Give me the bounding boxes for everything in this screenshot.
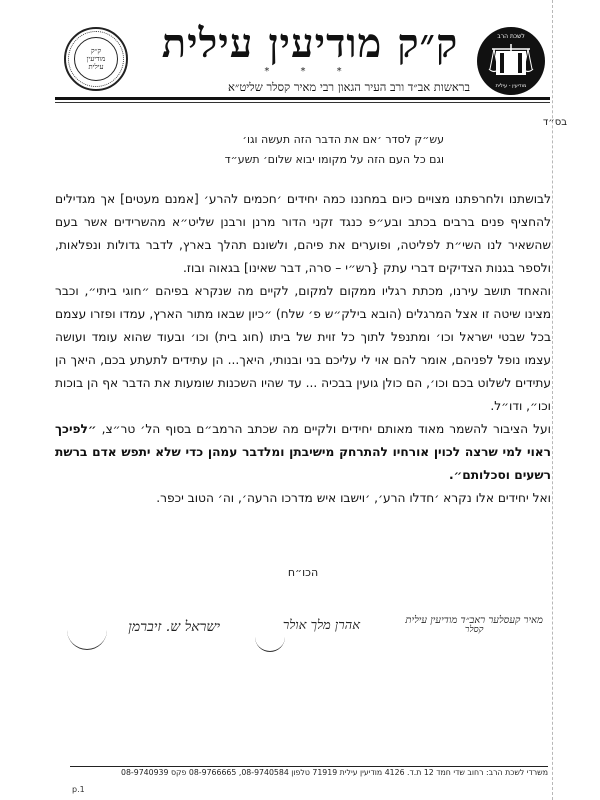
letterhead-divider-thin <box>55 102 550 103</box>
signature-text: מאיר קעסלער ראב״ד מודיעין עילית <box>405 615 543 626</box>
letterhead-divider <box>55 97 550 100</box>
stamp-ring <box>68 31 124 87</box>
signature <box>283 617 360 633</box>
signatures-block <box>55 605 555 665</box>
stamp-line: מודיעין <box>86 55 106 63</box>
signature-flourish <box>255 625 285 652</box>
signature-text: ישראל ש. זיברמן <box>128 619 220 635</box>
warning-paragraph <box>55 418 551 487</box>
stamp-line: ק״ק <box>90 47 102 55</box>
letterhead-subtitle: בראשות אב״ד ורב העיר הגאון רבי מאיר קסלר שליט״א <box>228 80 470 94</box>
stamp-line: עילית <box>88 63 104 71</box>
warning-intro: ועל הציבור להשמר מאוד מאותם יחידים ולקיים מה שכתב הרמב״ם בסוף הל׳ טר״צ, <box>96 422 551 436</box>
emblem-top-text: לשכת הרב <box>497 33 525 40</box>
final-line: ואל יחידים אלו נקרא ׳חדלו הרע׳, ׳וישבו איש מדרכו הרעה׳, וה׳ הטוב יכפר. <box>156 491 551 505</box>
letterhead-title: ק״ק מודיעין עילית <box>161 20 459 67</box>
motto-line: וגם כל העם הזה על מקומו יבוא שלום׳ תשע״ד <box>224 153 444 166</box>
footer-address: משרדי לשכת הרב: רחוב שדי חמד 12 ת.ד. 4126 מודיעין עילית 71919 טלפון 08-9740584, 08-9766665 פקס 08-9740939 <box>121 768 548 777</box>
footer-divider <box>70 766 548 767</box>
letter-body <box>55 188 551 510</box>
signature <box>405 615 543 635</box>
scales-of-justice-icon <box>488 41 534 81</box>
signature-text: אהרן מלך אולר <box>282 618 360 633</box>
signature <box>128 619 220 636</box>
emblem-bottom-text: מודיעין - עילית <box>495 83 527 89</box>
community-stamp <box>64 27 128 91</box>
signature-subtext: קסלר <box>464 625 484 635</box>
bsd-header: בס״ד <box>542 117 567 128</box>
date-motto <box>225 130 444 170</box>
signature-flourish <box>67 621 107 650</box>
body-paragraph: לבושתנו ולחרפתנו מצויים כיום במחננו כמה יחידים ׳חכמים להרע׳ [אמנם מעטים] אך מגדילים להחציף פנים ברבים בכתב ובע״פ כנגד זקני הדור מרנן ורבנן שליט״א מהשרידים אשר בעם שהשאיר לנו השי״ת לפליטה, ופוערים את פיהם, ולשונם תהלך בארץ, לדבר גדולות ונפלאות, ולספר בגנות הצדיקים דברי עתק {רש״י – סרה, דבר שאינו] בגאוה ובוז. <box>55 192 551 275</box>
rabbinate-emblem <box>477 27 545 95</box>
decorative-stars: * * * <box>264 66 356 77</box>
closing-signoff: הכו״ח <box>287 566 319 579</box>
page-mark: p.1 <box>72 785 85 794</box>
motto-line: עש״ק לסדר ׳אם את הדבר הזה תעשה וגו׳ <box>242 133 444 146</box>
rambam-quote: ״לפיכך ראוי למי שרצה לכוין אורחיו להתרחק מישיבתן ומלדבר עמהן כדי שלא יתפש אדם ברשת רשעים וסכלותם״. <box>55 422 551 482</box>
body-paragraph: והאחד תושב עירנו, מכתת רגליו ממקום למקום, לקיים מה שנקרא בפיהם ״חוגי ביתי״, וכבר מצינו שיטה זו אצל המרגלים (הובא בילק״ש פ׳ שלח) ״כיון שבאו מתור הארץ, עמדו ופזרו עצמם בכל שבטי ישראל וכו׳ ומתנפל לתוך כל זוית של ביתו (חוג בית) וכו׳ ובעוד שהוא עומד ועושה עצמו נופל לפניהם, אומר להם אוי לי עליכם בני ובנותי, היאך... הן עתידים לתעתע בכם, היאך הן עתידים לשלוט בכם וכו׳, הם כולן גועין בבכיה ... עד שהיו השכנות שומעות את הדבר אף הן בוכות וכו״, ודו״ל. <box>55 284 551 413</box>
